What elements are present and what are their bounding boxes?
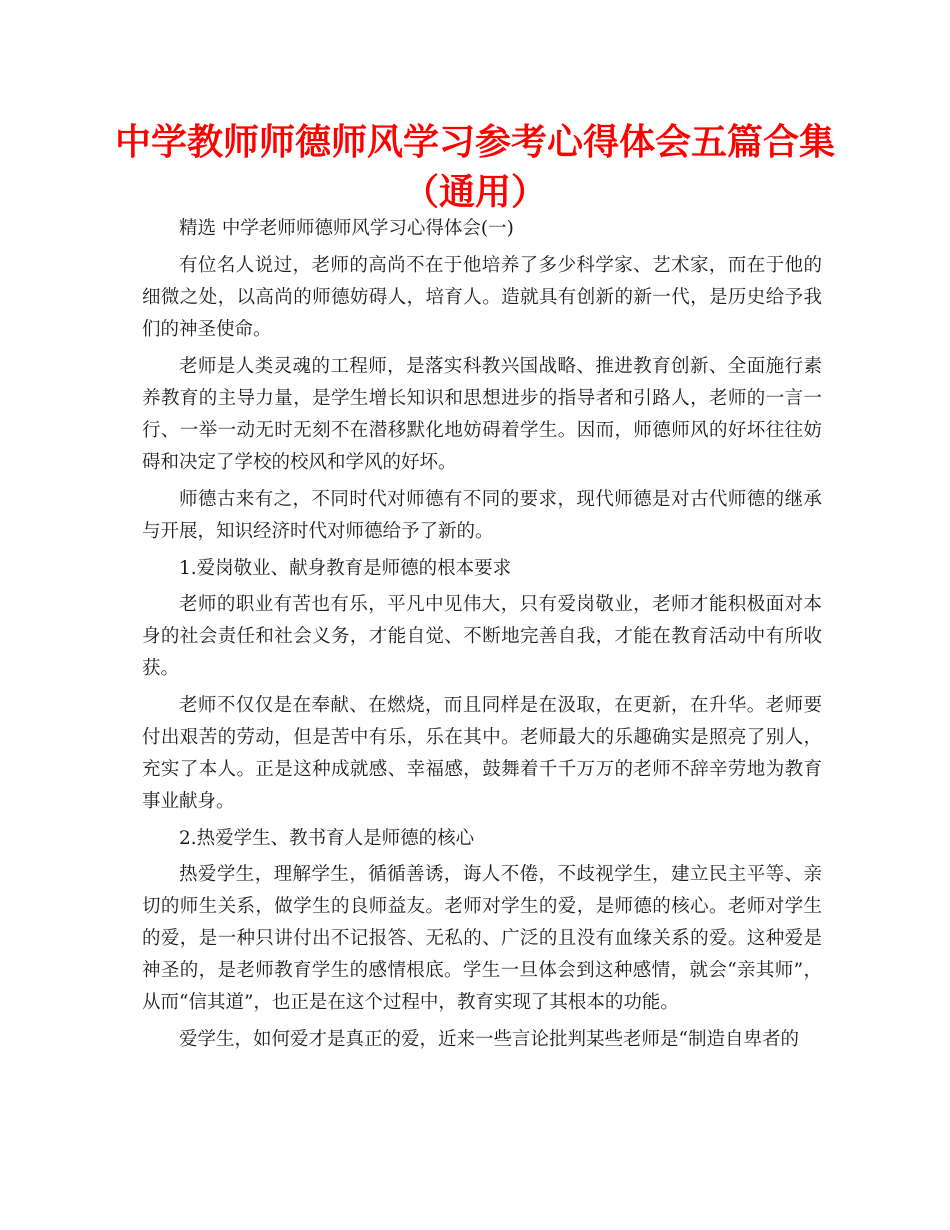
paragraph: 爱学生，如何爱才是真正的爱，近来一些言论批判某些老师是“制造自卑者的 bbox=[179, 1029, 799, 1050]
section-heading: 1.爱岗敬业、献身教育是师德的根本要求 bbox=[179, 558, 512, 579]
paragraph: 老师是人类灵魂的工程师，是落实科教兴国战略、推进教育创新、全面施行素养教育的主导力量，是学生增长知识和思想进步的指导者和引路人，老师的一言一行、一举一动无时无刻不在潜移默化地妨碍着学生。因而，师德师风的好坏往往妨碍和决定了学校的校风和学风的好坏。 bbox=[142, 356, 822, 473]
section-heading: 2.热爱学生、教书育人是师德的核心 bbox=[179, 828, 475, 849]
document-body bbox=[142, 213, 822, 1061]
paragraph: 老师不仅仅是在奉献、在燃烧，而且同样是在汲取，在更新，在升华。老师要付出艰苦的劳动，但是苦中有乐，乐在其中。老师最大的乐趣确实是照亮了别人，充实了本人。正是这种成就感、幸福感，鼓舞着千千万万的老师不辞辛劳地为教育事业献身。 bbox=[142, 695, 822, 812]
paragraph: 有位名人说过，老师的高尚不在于他培养了多少科学家、艺术家，而在于他的细微之处，以高尚的师德妨碍人，培育人。造就具有创新的新一代，是历史给予我们的神圣使命。 bbox=[142, 255, 822, 340]
paragraph: 师德古来有之，不同时代对师德有不同的要求，现代师德是对古代师德的继承与开展，知识经济时代对师德给予了新的。 bbox=[142, 489, 822, 542]
paragraph: 老师的职业有苦也有乐，平凡中见伟大，只有爱岗敬业，老师才能积极面对本身的社会责任和社会义务，才能自觉、不断地完善自我，才能在教育活动中有所收获。 bbox=[142, 594, 822, 679]
paragraph: 热爱学生，理解学生，循循善诱，诲人不倦，不歧视学生，建立民主平等、亲切的师生关系，做学生的良师益友。老师对学生的爱，是师德的核心。老师对学生的爱，是一种只讲付出不记报答、无私的、广泛的且没有血缘关系的爱。这种爱是神圣的，是老师教育学生的感情根底。学生一旦体会到这种感情，就会“亲其师”，从而“信其道”，也正是在这个过程中，教育实现了其根本的功能。 bbox=[142, 864, 822, 1013]
paragraph-heading: 精选 中学老师师德师风学习心得体会(一) bbox=[179, 218, 514, 239]
document-title: 中学教师师德师风学习参考心得体会五篇合集（通用） bbox=[114, 122, 835, 213]
